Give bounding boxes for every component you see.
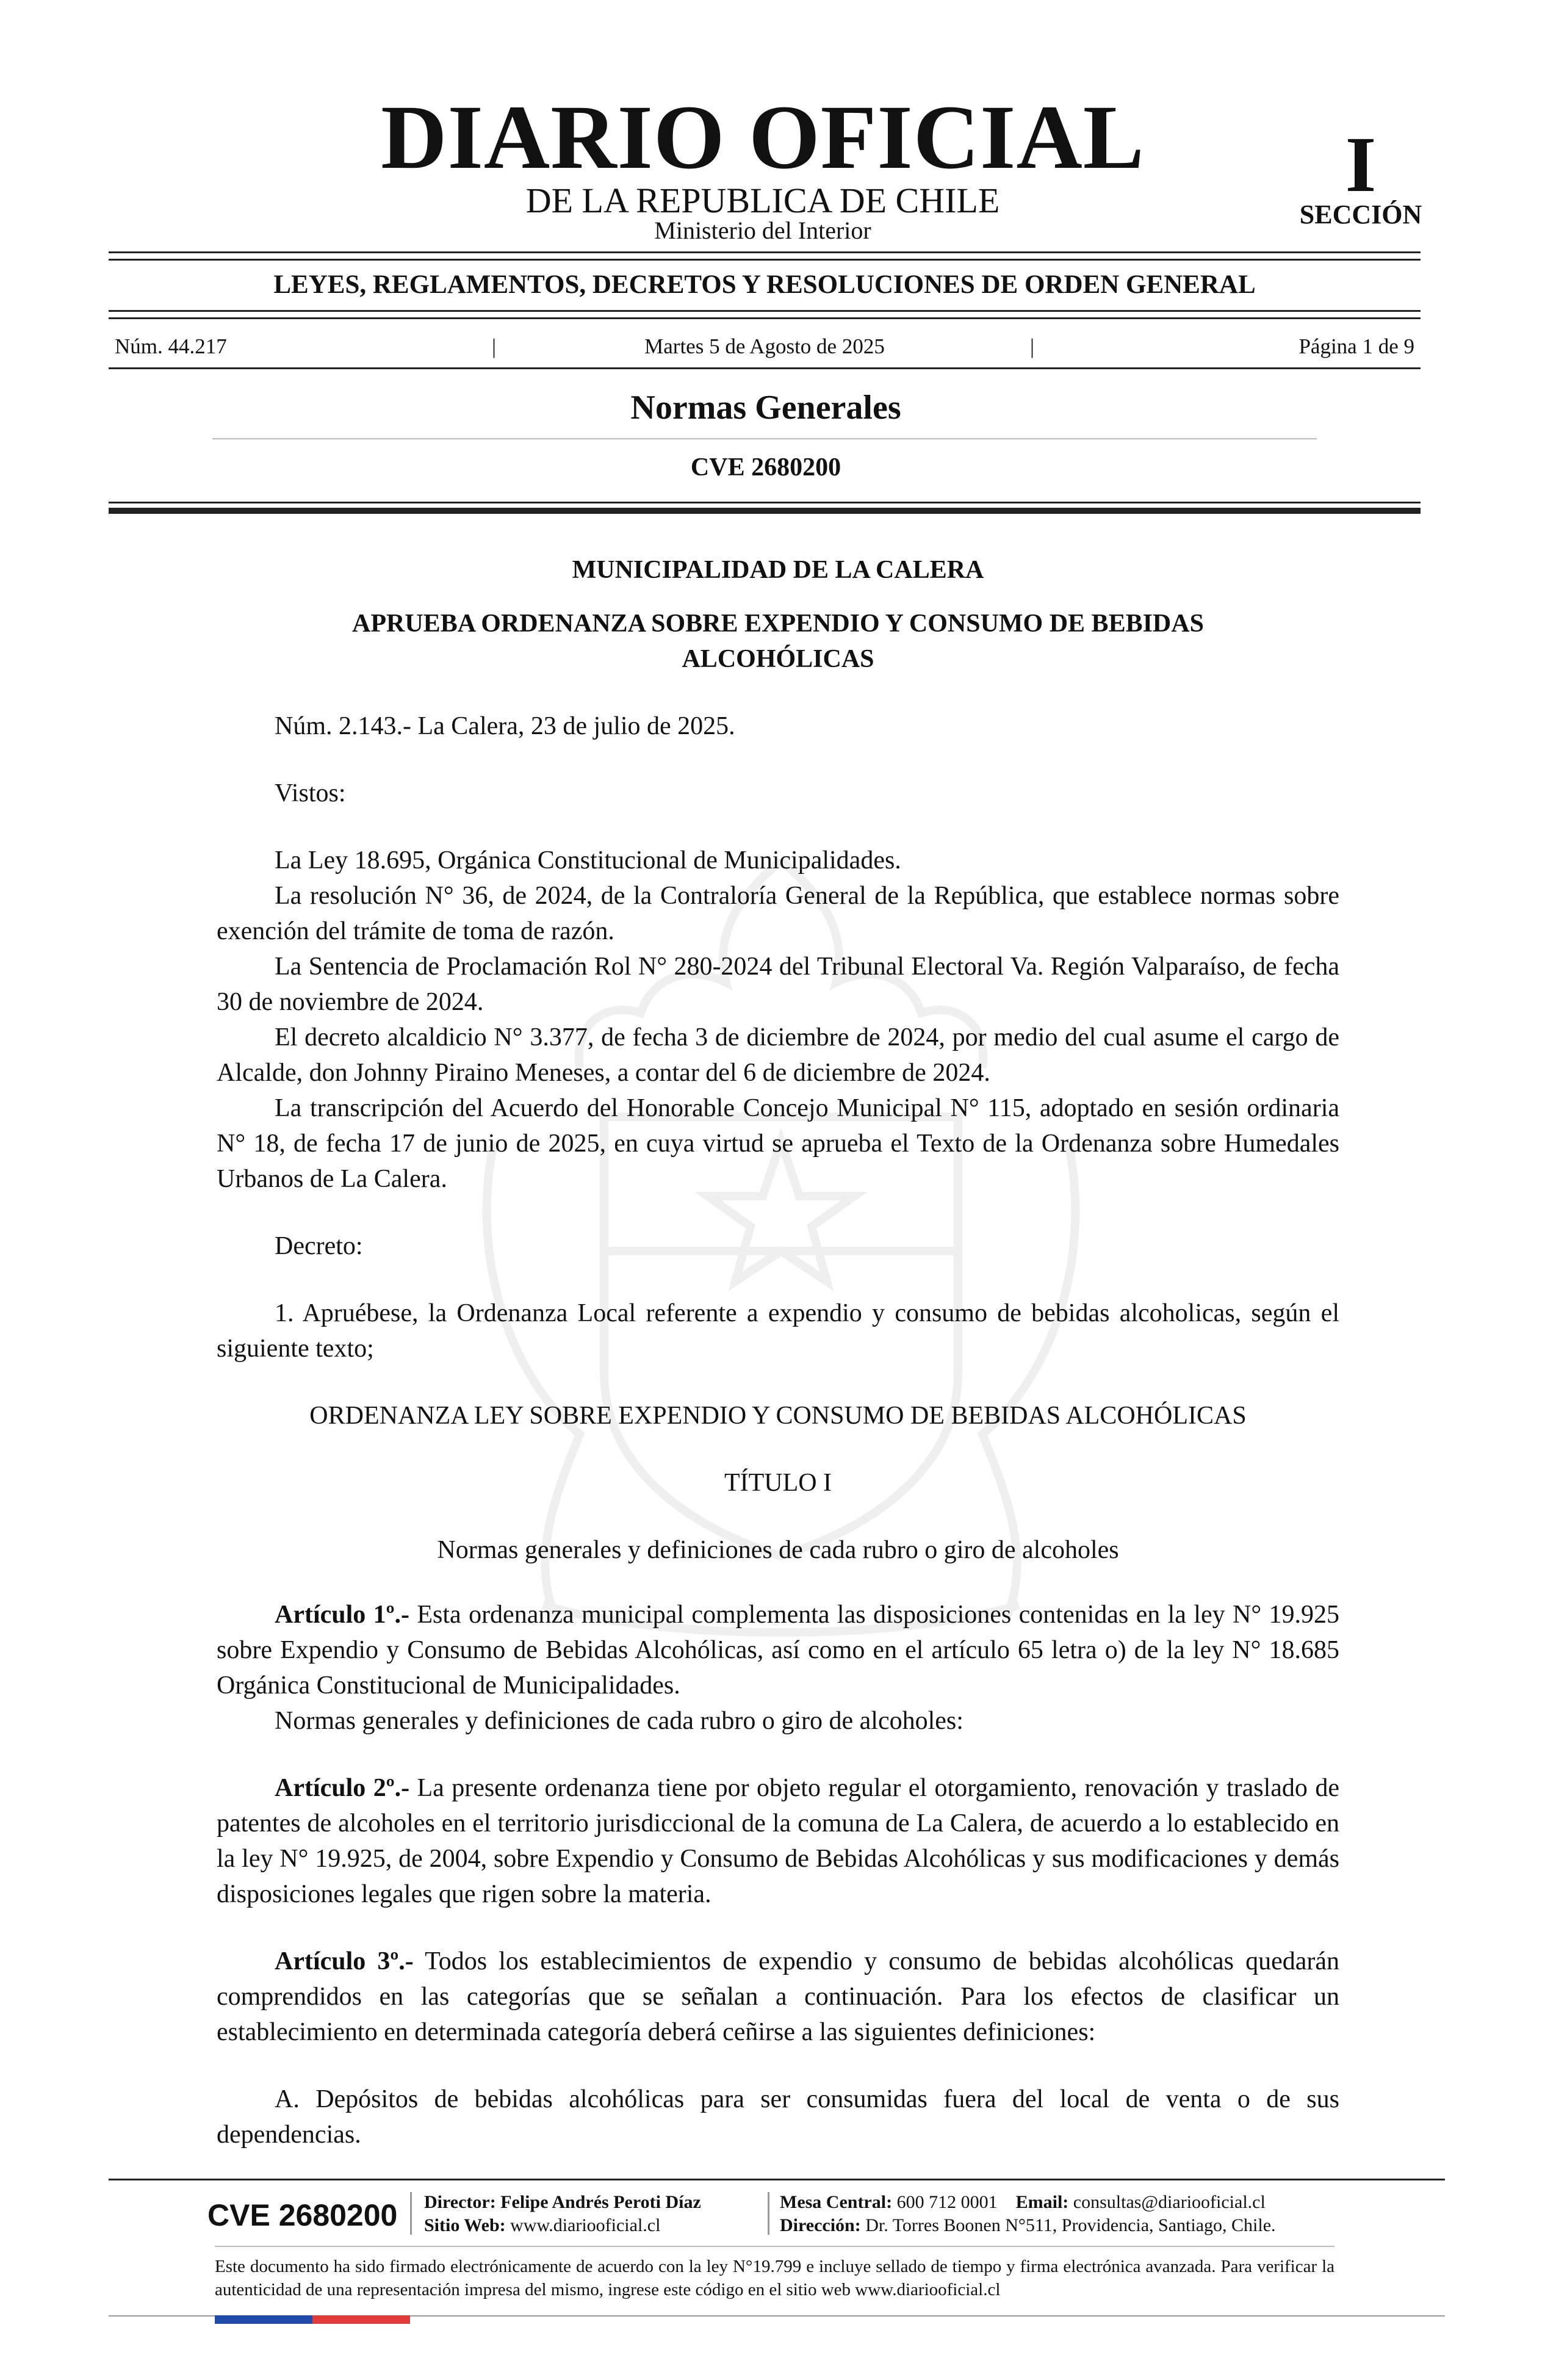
article-2 bbox=[217, 1770, 1339, 1912]
director-name: Felipe Andrés Peroti Díaz bbox=[500, 2192, 701, 2212]
page-footer bbox=[0, 2179, 1556, 2380]
newspaper-title: DIARIO OFICIAL bbox=[381, 87, 1145, 188]
flag-red-segment bbox=[312, 2315, 410, 2324]
article-text: Todos los establecimientos de expendio y consumo de bebidas alcohólicas quedarán comprendidos en las categorías que se señalan a continuación. Para los efectos de clasificar un establecimiento en determinada categoría deberá ceñirse a las siguientes definiciones: bbox=[217, 1947, 1340, 2046]
document-body bbox=[217, 552, 1339, 2152]
newspaper-subtitle: DE LA REPUBLICA DE CHILE bbox=[525, 181, 1000, 220]
divider bbox=[109, 251, 1421, 253]
category-divider bbox=[212, 438, 1317, 439]
vistos-label: Vistos: bbox=[275, 779, 346, 807]
list-item: A. Depósitos de bebidas alcohólicas para ser consumidas fuera del local de venta o de sus dependencias. bbox=[217, 2085, 1339, 2149]
divider bbox=[109, 508, 1421, 514]
divider bbox=[109, 259, 1421, 261]
article-3 bbox=[217, 1944, 1339, 2050]
issue-info-row bbox=[109, 334, 1421, 359]
footer-divider bbox=[109, 2179, 1445, 2180]
footer-cve: CVE 2680200 bbox=[207, 2198, 398, 2232]
footer-contact-left bbox=[424, 2191, 701, 2237]
director-label: Director: bbox=[424, 2192, 496, 2212]
article-text: Esta ordenanza municipal complementa las disposiciones contenidas en la ley N° 19.925 sobre Expendio y Consumo de Bebidas Alcohólicas, así como en el artículo 65 letra o) de la ley N° 18.685 Orgánica Constitucional de Municipalidades. bbox=[217, 1601, 1339, 1700]
cve-code: CVE 2680200 bbox=[690, 453, 841, 481]
article-label: Artículo 1º.- bbox=[275, 1601, 410, 1629]
email-link[interactable]: consultas@diariooficial.cl bbox=[1073, 2192, 1266, 2212]
ordinance-title: ORDENANZA LEY SOBRE EXPENDIO Y CONSUMO DE BEBIDAS ALCOHÓLICAS bbox=[309, 1402, 1247, 1430]
decreto-item: 1. Apruébese, la Ordenanza Local referente a expendio y consumo de bebidas alcoholicas, según el siguiente texto; bbox=[217, 1299, 1339, 1363]
footer-divider bbox=[215, 2246, 1334, 2247]
phone-number: 600 712 0001 bbox=[896, 2192, 998, 2212]
footer-separator bbox=[410, 2192, 412, 2235]
issue-number: Núm. 44.217 bbox=[115, 334, 227, 358]
vistos-item: La Ley 18.695, Orgánica Constitucional de Municipalidades. bbox=[275, 846, 901, 874]
document-title: APRUEBA ORDENANZA SOBRE EXPENDIO Y CONSUMO DE BEBIDAS ALCOHÓLICAS bbox=[352, 610, 1204, 673]
address-label: Dirección: bbox=[780, 2215, 861, 2235]
article-text: La presente ordenanza tiene por objeto regular el otorgamiento, renovación y traslado de patentes de alcoholes en el territorio jurisdiccional de la comuna de La Calera, de acuerdo a lo establecido en la ley N° 19.925, de 2004, sobre Expendio y Consumo de Bebidas Alcohólicas y sus modificaciones y demás disposiciones legales que rigen sobre la materia. bbox=[217, 1774, 1339, 1908]
legal-notice: Este documento ha sido firmado electrónicamente de acuerdo con la ley N°19.799 e incluye sellado de tiempo y firma electrónica avanzada. Para verificar la autenticidad de una representación impresa del mismo, ingrese este código en el sitio web www.diariooficial.cl bbox=[215, 2257, 1334, 2299]
article-label: Artículo 2º.- bbox=[275, 1774, 410, 1802]
separator: | bbox=[1030, 334, 1035, 358]
title-subheading: Normas generales y definiciones de cada rubro o giro de alcoholes bbox=[437, 1536, 1119, 1564]
website-link[interactable]: www.diariooficial.cl bbox=[510, 2215, 661, 2235]
category-heading: Normas Generales bbox=[630, 389, 901, 427]
address-value: Dr. Torres Boonen N°511, Providencia, Santiago, Chile. bbox=[865, 2215, 1276, 2235]
ministry-label: Ministerio del Interior bbox=[654, 217, 871, 244]
article-label: Artículo 3º.- bbox=[275, 1947, 414, 1975]
vistos-item: La Sentencia de Proclamación Rol N° 280-2024 del Tribunal Electoral Va. Región Valparaíso, de fecha 30 de noviembre de 2024. bbox=[217, 953, 1339, 1016]
decree-number: Núm. 2.143.- La Calera, 23 de julio de 2025. bbox=[275, 712, 735, 740]
footer-contact-right bbox=[780, 2191, 1276, 2237]
issue-date: Martes 5 de Agosto de 2025 bbox=[644, 334, 885, 358]
separator: | bbox=[492, 334, 497, 358]
footer-separator bbox=[768, 2192, 769, 2235]
section-label: SECCIÓN bbox=[1299, 200, 1422, 229]
flag-stripe-icon bbox=[215, 2315, 410, 2324]
divider bbox=[109, 310, 1421, 312]
flag-blue-segment bbox=[215, 2315, 312, 2324]
divider bbox=[109, 502, 1421, 503]
article-1 bbox=[217, 1597, 1339, 1703]
section-number: I bbox=[1345, 121, 1377, 209]
website-label: Sitio Web: bbox=[424, 2215, 506, 2235]
vistos-item: El decreto alcaldicio N° 3.377, de fecha 3 de diciembre de 2024, por medio del cual asume el cargo de Alcalde, don Johnny Piraino Meneses, a contar del 6 de diciembre de 2024. bbox=[217, 1023, 1339, 1087]
email-label: Email: bbox=[1015, 2192, 1069, 2212]
decreto-label: Decreto: bbox=[275, 1232, 363, 1260]
laws-line: LEYES, REGLAMENTOS, DECRETOS Y RESOLUCIONES DE ORDEN GENERAL bbox=[273, 270, 1256, 299]
vistos-item: La transcripción del Acuerdo del Honorable Concejo Municipal N° 115, adoptado en sesión ordinaria N° 18, de fecha 17 de junio de 2025, en cuya virtud se aprueba el Texto de la Ordenanza sobre Humedales Urbanos de La Calera. bbox=[217, 1094, 1339, 1193]
vistos-item: La resolución N° 36, de 2024, de la Contraloría General de la República, que establece normas sobre exención del trámite de toma de razón. bbox=[217, 882, 1339, 945]
page-info: Página 1 de 9 bbox=[1298, 334, 1414, 358]
divider bbox=[109, 317, 1421, 319]
divider bbox=[109, 367, 1421, 369]
institution-heading: MUNICIPALIDAD DE LA CALERA bbox=[572, 556, 984, 584]
article-1-extra: Normas generales y definiciones de cada rubro o giro de alcoholes: bbox=[275, 1707, 963, 1735]
title-heading: TÍTULO I bbox=[724, 1469, 832, 1497]
masthead bbox=[0, 0, 1556, 525]
phone-label: Mesa Central: bbox=[780, 2192, 893, 2212]
